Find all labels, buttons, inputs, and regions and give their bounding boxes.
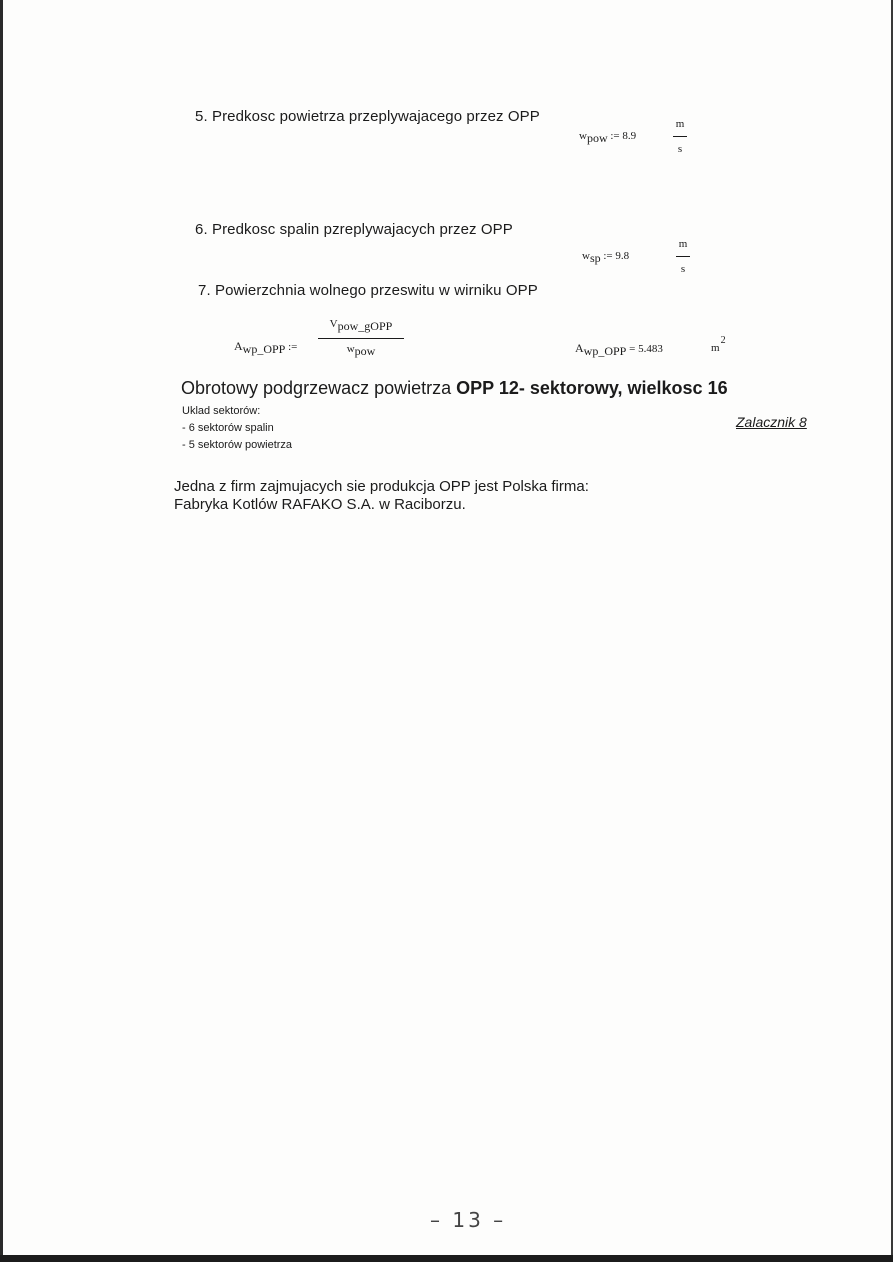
- section-7-fraction: [318, 318, 404, 359]
- unit-numerator: m: [675, 118, 685, 130]
- denominator-sub: pow: [354, 344, 376, 358]
- summary-title-normal: Obrotowy podgrzewacz powietrza: [181, 378, 457, 398]
- fraction-bar: [673, 136, 687, 137]
- assign-value: := 9.8: [603, 250, 630, 262]
- assign-operator: :=: [288, 341, 298, 353]
- var-main: w: [579, 130, 587, 142]
- producer-line-1: Jedna z firm zajmujacych sie produkcja OPP jest Polska firma:: [174, 478, 589, 495]
- numerator-sub: pow_gOPP: [337, 319, 393, 333]
- section-6-heading: 6. Predkosc spalin pzreplywajacych przez OPP: [195, 221, 513, 238]
- summary-title-bold: OPP 12- sektorowy, wielkosc 16: [456, 378, 728, 398]
- section-6-unit: [676, 238, 690, 275]
- unit-numerator: m: [678, 238, 688, 250]
- denominator-main: w: [346, 343, 355, 355]
- fraction-bar: [318, 338, 404, 339]
- fraction-denominator: [318, 343, 404, 359]
- result-value: = 5.483: [629, 343, 663, 355]
- var-sub: sp: [589, 251, 601, 265]
- lhs-sub: wp_OPP: [242, 342, 286, 356]
- section-5-equation: [579, 130, 636, 146]
- var-sub: pow: [586, 131, 608, 145]
- lhs-main: A: [234, 339, 243, 353]
- sector-item-spalin: - 6 sektorów spalin: [182, 422, 274, 434]
- producer-line-2: Fabryka Kotlów RAFAKO S.A. w Raciborzu.: [174, 496, 466, 513]
- var-main: w: [582, 250, 590, 262]
- fraction-numerator: [318, 318, 404, 334]
- section-7-heading: 7. Powierzchnia wolnego przeswitu w wirniku OPP: [198, 282, 538, 299]
- page-number: – 13 –: [430, 1208, 507, 1232]
- sector-layout-label: Uklad sektorów:: [182, 405, 261, 417]
- section-7-result-unit: [711, 335, 726, 354]
- attachment-reference: Zalacznik 8: [736, 414, 807, 430]
- section-5-heading: 5. Predkosc powietrza przeplywajacego przez OPP: [195, 108, 540, 125]
- result-sub: wp_OPP: [583, 344, 627, 358]
- section-7-lhs: [234, 339, 297, 357]
- result-unit-exponent: 2: [720, 335, 726, 346]
- summary-title: [181, 378, 728, 399]
- unit-denominator: s: [677, 143, 683, 155]
- result-main: A: [575, 341, 584, 355]
- section-7-result: [575, 341, 663, 359]
- fraction-bar: [676, 256, 690, 257]
- result-unit: m: [711, 342, 720, 354]
- scan-border-left: [0, 0, 3, 1262]
- section-6-equation: [582, 250, 629, 266]
- assign-value: := 8.9: [610, 130, 637, 142]
- scan-border-bottom: [0, 1255, 893, 1262]
- unit-denominator: s: [680, 263, 686, 275]
- section-5-unit: [673, 118, 687, 155]
- numerator-main: V: [329, 318, 338, 330]
- sector-item-powietrza: - 5 sektorów powietrza: [182, 439, 293, 451]
